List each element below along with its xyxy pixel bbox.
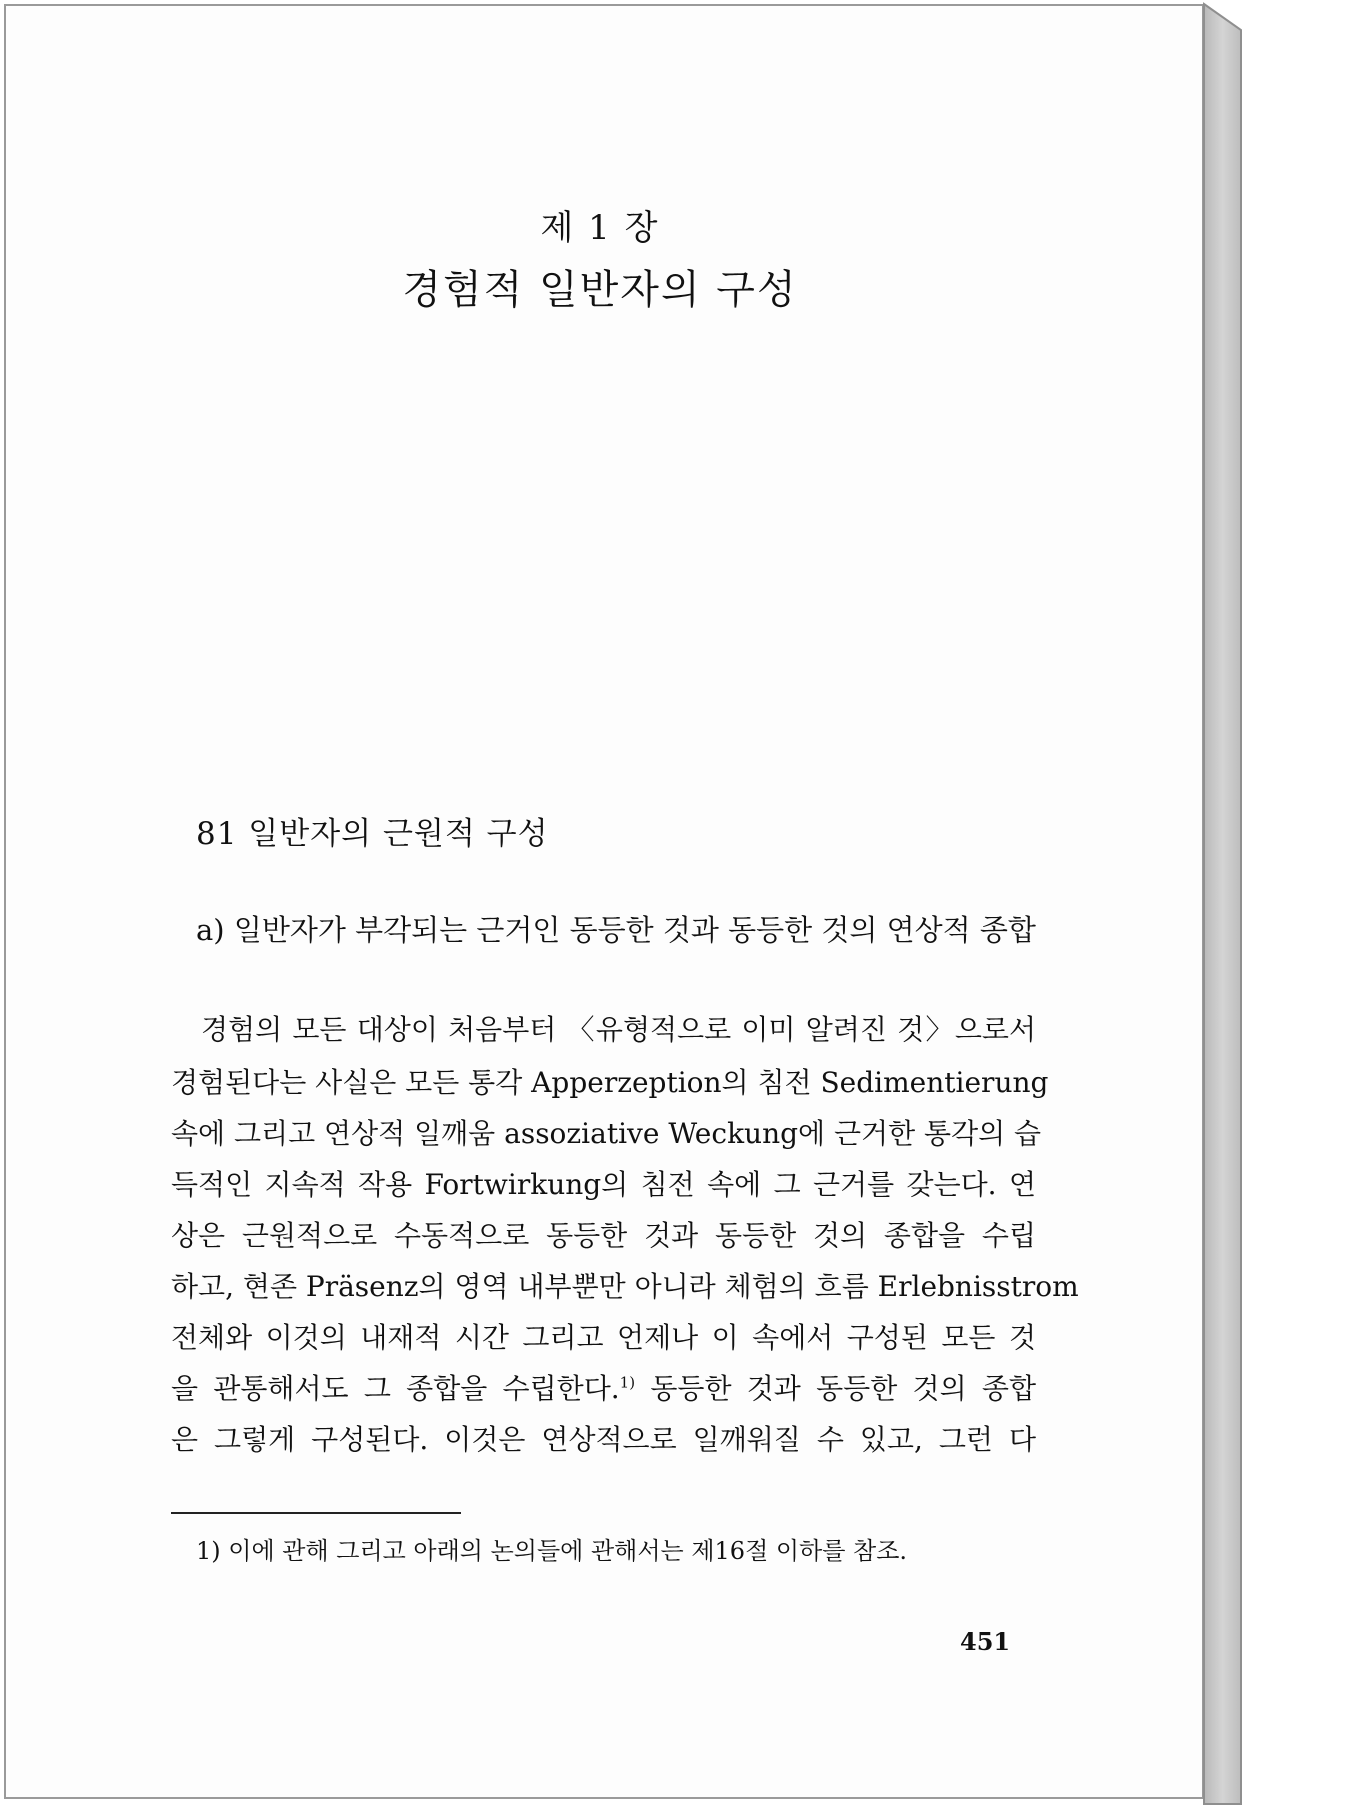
body-line-3: 속에 그리고 연상적 일깨움 assoziative Weckung에 근거한 통각의 습: [171, 1117, 1042, 1150]
body-line-6: 하고, 현존 Präsenz의 영역 내부뿐만 아니라 체험의 흐름 Erlebnisstrom: [171, 1270, 1079, 1303]
body-line-7: 전체와 이것의 내재적 시간 그리고 언제나 이 속에서 구성된 모든 것: [171, 1321, 1036, 1354]
footnote-reference: 1): [619, 1373, 636, 1392]
section-heading: 81 일반자의 근원적 구성: [196, 816, 549, 852]
footnote: 1) 이에 관해 그리고 아래의 논의들에 관해서는 제16절 이하를 참조.: [196, 1537, 908, 1565]
body-line-8: [171, 1372, 1036, 1406]
body-line-8-text: 을 관통해서도 그 종합을 수립한다.: [171, 1372, 620, 1405]
body-line-4: 득적인 지속적 작용 Fortwirkung의 침전 속에 그 근거를 갖는다. 연: [171, 1168, 1036, 1201]
book-edge: [1196, 2, 1341, 1806]
body-line-1: 경험의 모든 대상이 처음부터 〈유형적으로 이미 알려진 것〉으로서: [201, 1013, 1036, 1046]
subsection-heading: a) 일반자가 부각되는 근거인 동등한 것과 동등한 것의 연상적 종합: [196, 913, 1036, 947]
footnote-divider: [171, 1512, 461, 1514]
chapter-title: 경험적 일반자의 구성: [402, 267, 798, 313]
body-line-9: 은 그렇게 구성된다. 이것은 연상적으로 일깨워질 수 있고, 그런 다: [171, 1423, 1036, 1456]
body-line-2: 경험된다는 사실은 모든 통각 Apperzeption의 침전 Sedimentierung: [171, 1066, 1049, 1099]
chapter-number: 제 1 장: [540, 208, 660, 248]
body-line-8-continuation: 동등한 것과 동등한 것의 종합: [650, 1372, 1036, 1405]
body-line-5: 상은 근원적으로 수동적으로 동등한 것과 동등한 것의 종합을 수립: [171, 1219, 1036, 1252]
page-number: 451: [960, 1627, 1011, 1656]
